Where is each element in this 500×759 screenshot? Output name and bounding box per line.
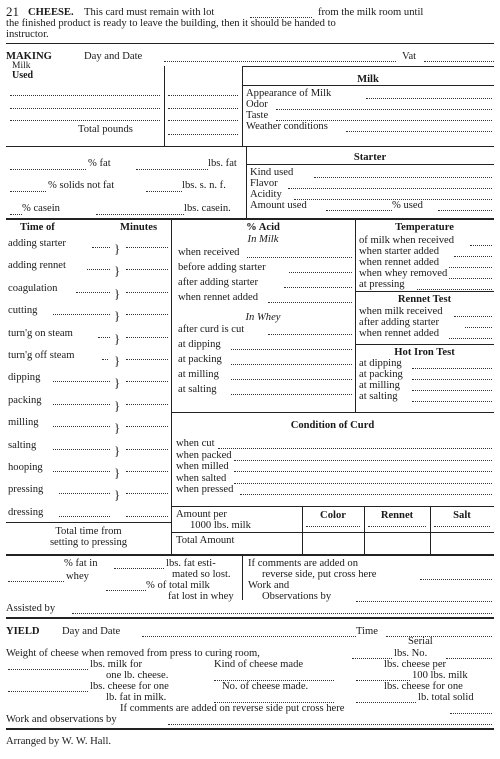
brace-icon: } — [114, 263, 121, 279]
starter-heading: Starter — [353, 152, 387, 163]
brace-icon: } — [114, 487, 121, 503]
yield-label: YIELD — [6, 626, 40, 637]
time-row-label: cutting — [8, 305, 38, 317]
temperature-row: when rennet added — [359, 257, 440, 268]
card-number: 21 — [6, 4, 19, 19]
rennet-test-row: when milk received — [359, 306, 443, 317]
time-row-label: hooping — [8, 462, 43, 473]
temperature-row: at pressing — [359, 279, 405, 290]
yield-time-field[interactable] — [386, 636, 492, 637]
per-100-lbs-label: 100 lbs. milk — [412, 670, 468, 681]
making-date-field[interactable] — [164, 61, 396, 62]
total-time-label-2: setting to pressing — [49, 537, 128, 548]
brace-icon: } — [114, 442, 121, 458]
acid-whey-row-field[interactable] — [231, 364, 352, 365]
lbs-no-label: lbs. No. — [394, 648, 428, 659]
lbs-fat-label: lbs. fat — [208, 158, 237, 169]
header-line1b: from the milk room until — [318, 7, 424, 18]
curd-row: when packed — [176, 449, 232, 461]
temperature-row: when starter added — [359, 246, 440, 257]
observations-by-label: Observations by — [262, 591, 332, 602]
lbs-milk-for-label: lbs. milk for — [90, 659, 143, 670]
one-lb-cheese-label: one lb. cheese. — [106, 670, 169, 681]
yield-work-obs-field[interactable] — [168, 724, 492, 725]
curd-row: when milled — [176, 461, 229, 472]
time-field[interactable] — [76, 292, 110, 293]
assisted-by-label: Assisted by — [6, 603, 56, 614]
hot-iron-row: at dipping — [359, 358, 402, 369]
rennet-test-heading: Rennet Test — [397, 294, 452, 305]
kind-cheese-label: Kind of cheese made — [214, 659, 304, 670]
acid-milk-row: before adding starter — [178, 262, 266, 273]
lb-fat-in-milk-label: lb. fat in milk. — [106, 692, 167, 703]
time-row-label: packing — [8, 394, 42, 406]
hot-iron-row: at salting — [359, 391, 398, 402]
minutes-field[interactable] — [126, 247, 168, 248]
starter-kind-label: Kind used — [250, 167, 294, 178]
milk-odor-label: Odor — [246, 99, 268, 110]
rennet-test-row: when rennet added — [359, 328, 440, 339]
minutes-field[interactable] — [126, 449, 168, 450]
acid-whey-row-field[interactable] — [268, 334, 352, 335]
yield-date-field[interactable] — [142, 636, 356, 637]
acid-milk-row: when rennet added — [178, 292, 259, 303]
milk-taste-label: Taste — [246, 110, 269, 121]
acid-whey-row-field[interactable] — [231, 349, 352, 350]
time-row-label: coagulation — [8, 282, 58, 294]
yield-comments-label: If comments are added on reverse side put cross here — [120, 703, 345, 714]
brace-icon: } — [114, 330, 121, 346]
minutes-heading: Minutes — [120, 222, 158, 233]
serial-label: Serial — [408, 636, 433, 647]
lbs-fat-est-label: lbs. fat esti- — [166, 558, 216, 569]
curd-row: when pressed — [176, 484, 234, 495]
header-line1: This card must remain with lot — [84, 7, 215, 18]
temperature-row: when whey removed — [359, 268, 448, 279]
in-milk-heading: In Milk — [247, 234, 279, 245]
brace-icon: } — [114, 397, 121, 413]
time-row-label: pressing — [8, 484, 44, 496]
acid-milk-row: when received — [178, 247, 240, 258]
time-field[interactable] — [102, 359, 108, 360]
starter-amount-label: Amount used — [250, 200, 307, 211]
total-time-label-1: Total time from — [55, 526, 122, 537]
amount-per-label: Amount per — [176, 509, 227, 520]
acid-whey-row: after curd is cut — [178, 324, 245, 335]
acid-milk-row-field[interactable] — [289, 272, 352, 273]
starter-pct-used-label: % used — [392, 200, 423, 211]
making-day-date: Day and Date — [84, 51, 143, 62]
brace-icon: } — [114, 375, 121, 391]
lbs-cheese-one-solid-label: lbs. cheese for one — [384, 681, 463, 692]
minutes-field[interactable] — [126, 269, 168, 270]
acid-whey-row-field[interactable] — [231, 379, 352, 380]
time-field[interactable] — [53, 404, 110, 405]
brace-icon: } — [114, 285, 121, 301]
yield-time-label: Time — [356, 626, 378, 637]
curd-row-field[interactable] — [234, 460, 492, 461]
hot-iron-row-field[interactable] — [412, 368, 492, 369]
no-cheese-made-label: No. of cheese made. — [222, 681, 309, 692]
hot-iron-row: at packing — [359, 369, 403, 380]
total-pounds-field[interactable] — [168, 134, 238, 135]
whey-fat-label-2: whey — [66, 571, 89, 582]
time-row-label: milling — [8, 417, 39, 429]
lbs-cheese-per-label: lbs. cheese per — [384, 659, 447, 670]
weather-conditions-label: Weather conditions — [246, 121, 328, 132]
time-field[interactable] — [98, 337, 110, 338]
temperature-row-field[interactable] — [449, 267, 492, 268]
observations-by-field[interactable] — [356, 601, 492, 602]
acid-heading: % Acid — [246, 222, 280, 233]
time-row-label: turn'g off steam — [8, 350, 75, 361]
curd-row: when cut — [176, 438, 215, 449]
whey-fat-label-1: % fat in — [64, 558, 98, 569]
card-title: CHEESE. — [28, 7, 74, 18]
time-field[interactable] — [53, 426, 110, 427]
rennet-test-row-field[interactable] — [449, 338, 492, 339]
vat-label: Vat — [402, 51, 417, 62]
acid-whey-row: at dipping — [178, 339, 221, 350]
acid-milk-row-field[interactable] — [284, 287, 352, 288]
time-field[interactable] — [87, 269, 110, 270]
comments-label-1: If comments are added on — [248, 558, 359, 569]
brace-icon: } — [114, 308, 121, 324]
mated-lost-label: mated so lost. — [172, 569, 231, 580]
hot-iron-row: at milling — [359, 380, 400, 391]
rennet-test-row-field[interactable] — [465, 327, 492, 328]
comments-cross-field[interactable] — [420, 579, 492, 580]
minutes-field[interactable] — [126, 314, 168, 315]
time-field[interactable] — [53, 471, 110, 472]
comments-label-2: reverse side, put cross here — [262, 569, 377, 580]
time-field[interactable] — [92, 247, 110, 248]
time-row-label: turn'g on steam — [8, 327, 73, 339]
brace-icon: } — [114, 241, 121, 256]
lbs-casein-label: lbs. casein. — [184, 203, 231, 214]
curd-row-field[interactable] — [234, 483, 492, 484]
time-field[interactable] — [53, 449, 110, 450]
time-row-label: dipping — [8, 372, 41, 384]
minutes-field[interactable] — [126, 426, 168, 427]
curd-row: when salted — [176, 472, 227, 484]
lbs-cheese-one-fat-label: lbs. cheese for one — [90, 681, 169, 692]
hot-iron-row-field[interactable] — [412, 379, 492, 380]
time-row-label: dressing — [8, 506, 44, 518]
vat-field[interactable] — [424, 61, 494, 62]
curd-row-field[interactable] — [240, 494, 492, 495]
starter-acidity-label: Acidity — [250, 189, 282, 200]
minutes-field[interactable] — [126, 381, 168, 382]
rennet-test-row: after adding starter — [359, 317, 440, 328]
acid-whey-row: at packing — [178, 354, 222, 365]
acid-milk-row-field[interactable] — [268, 302, 352, 303]
work-and-label: Work and — [248, 580, 290, 591]
brace-icon: } — [114, 465, 121, 480]
milk-box-heading: Milk — [357, 74, 379, 85]
weight-label: Weight of cheese when removed from press to curing room, — [6, 648, 260, 659]
temperature-row-field[interactable] — [470, 245, 492, 246]
cheese-record-card — [6, 6, 494, 752]
acid-whey-row: at milling — [178, 369, 219, 380]
total-amount-label: Total Amount — [176, 535, 235, 546]
minutes-field[interactable] — [126, 292, 168, 293]
pct-snf-label: % solids not fat — [48, 180, 115, 191]
minutes-field[interactable] — [126, 493, 168, 494]
header-line2: the finished product is ready to leave the building, then it should be handed to — [6, 18, 336, 29]
amount-per-1000-label: 1000 lbs. milk — [190, 520, 251, 531]
brace-icon: } — [114, 420, 121, 436]
in-whey-heading: In Whey — [245, 312, 281, 323]
milk-used-1: Milk — [12, 61, 31, 71]
minutes-field[interactable] — [126, 404, 168, 405]
acid-milk-row: after adding starter — [178, 277, 259, 288]
time-field[interactable] — [59, 493, 110, 494]
acid-milk-row-field[interactable] — [247, 257, 352, 258]
curd-row-field[interactable] — [234, 471, 492, 472]
pct-casein-label: % casein — [22, 203, 60, 214]
time-row-label: adding rennet — [8, 260, 66, 272]
assisted-by-field[interactable] — [72, 613, 492, 614]
yield-comments-cross-field[interactable] — [450, 713, 492, 714]
lb-total-solid-label: lb. total solid — [418, 692, 474, 703]
time-row-label: adding starter — [8, 238, 66, 249]
lbs-snf-label: lbs. s. n. f. — [182, 180, 226, 191]
minutes-field[interactable] — [126, 471, 168, 472]
total-pounds-label: Total pounds — [78, 124, 133, 135]
minutes-field[interactable] — [126, 516, 168, 517]
brace-icon: } — [114, 353, 121, 368]
time-field[interactable] — [53, 314, 110, 315]
acid-whey-row-field[interactable] — [231, 394, 352, 395]
color-col-heading: Color — [320, 510, 346, 521]
milk-used-2: Used — [12, 70, 34, 81]
acid-whey-row: at salting — [178, 384, 217, 395]
minutes-field[interactable] — [126, 359, 168, 360]
footer-credit: Arranged by W. W. Hall. — [6, 736, 112, 747]
temperature-row: of milk when received — [359, 235, 455, 246]
hot-iron-row-field[interactable] — [412, 390, 492, 391]
rennet-test-row-field[interactable] — [454, 316, 492, 317]
curd-heading: Condition of Curd — [290, 420, 375, 431]
salt-col-heading: Salt — [453, 510, 471, 521]
fat-lost-whey-label: fat lost in whey — [168, 591, 234, 602]
hot-iron-heading: Hot Iron Test — [394, 347, 455, 358]
pct-total-milk-label: % of total milk — [146, 580, 210, 591]
time-field[interactable] — [53, 381, 110, 382]
yield-work-obs-label: Work and observations by — [6, 714, 117, 725]
starter-flavor-label: Flavor — [250, 178, 278, 189]
yield-day-date-label: Day and Date — [62, 626, 121, 637]
temperature-row-field[interactable] — [454, 256, 492, 257]
header-line3: instructor. — [6, 29, 49, 40]
time-of-heading: Time of — [20, 222, 55, 233]
rennet-col-heading: Rennet — [380, 510, 414, 521]
making-label: MAKING — [6, 51, 52, 62]
temperature-heading: Temperature — [395, 222, 454, 233]
pct-fat-label: % fat — [88, 158, 111, 169]
temperature-row-field[interactable] — [449, 278, 492, 279]
minutes-field[interactable] — [126, 337, 168, 338]
hot-iron-row-field[interactable] — [412, 401, 492, 402]
curd-row-field[interactable] — [218, 448, 492, 449]
time-row-label: salting — [8, 439, 37, 451]
milk-appearance-label: Appearance of Milk — [246, 88, 332, 99]
temperature-row-field[interactable] — [417, 289, 492, 290]
time-field[interactable] — [59, 516, 110, 517]
